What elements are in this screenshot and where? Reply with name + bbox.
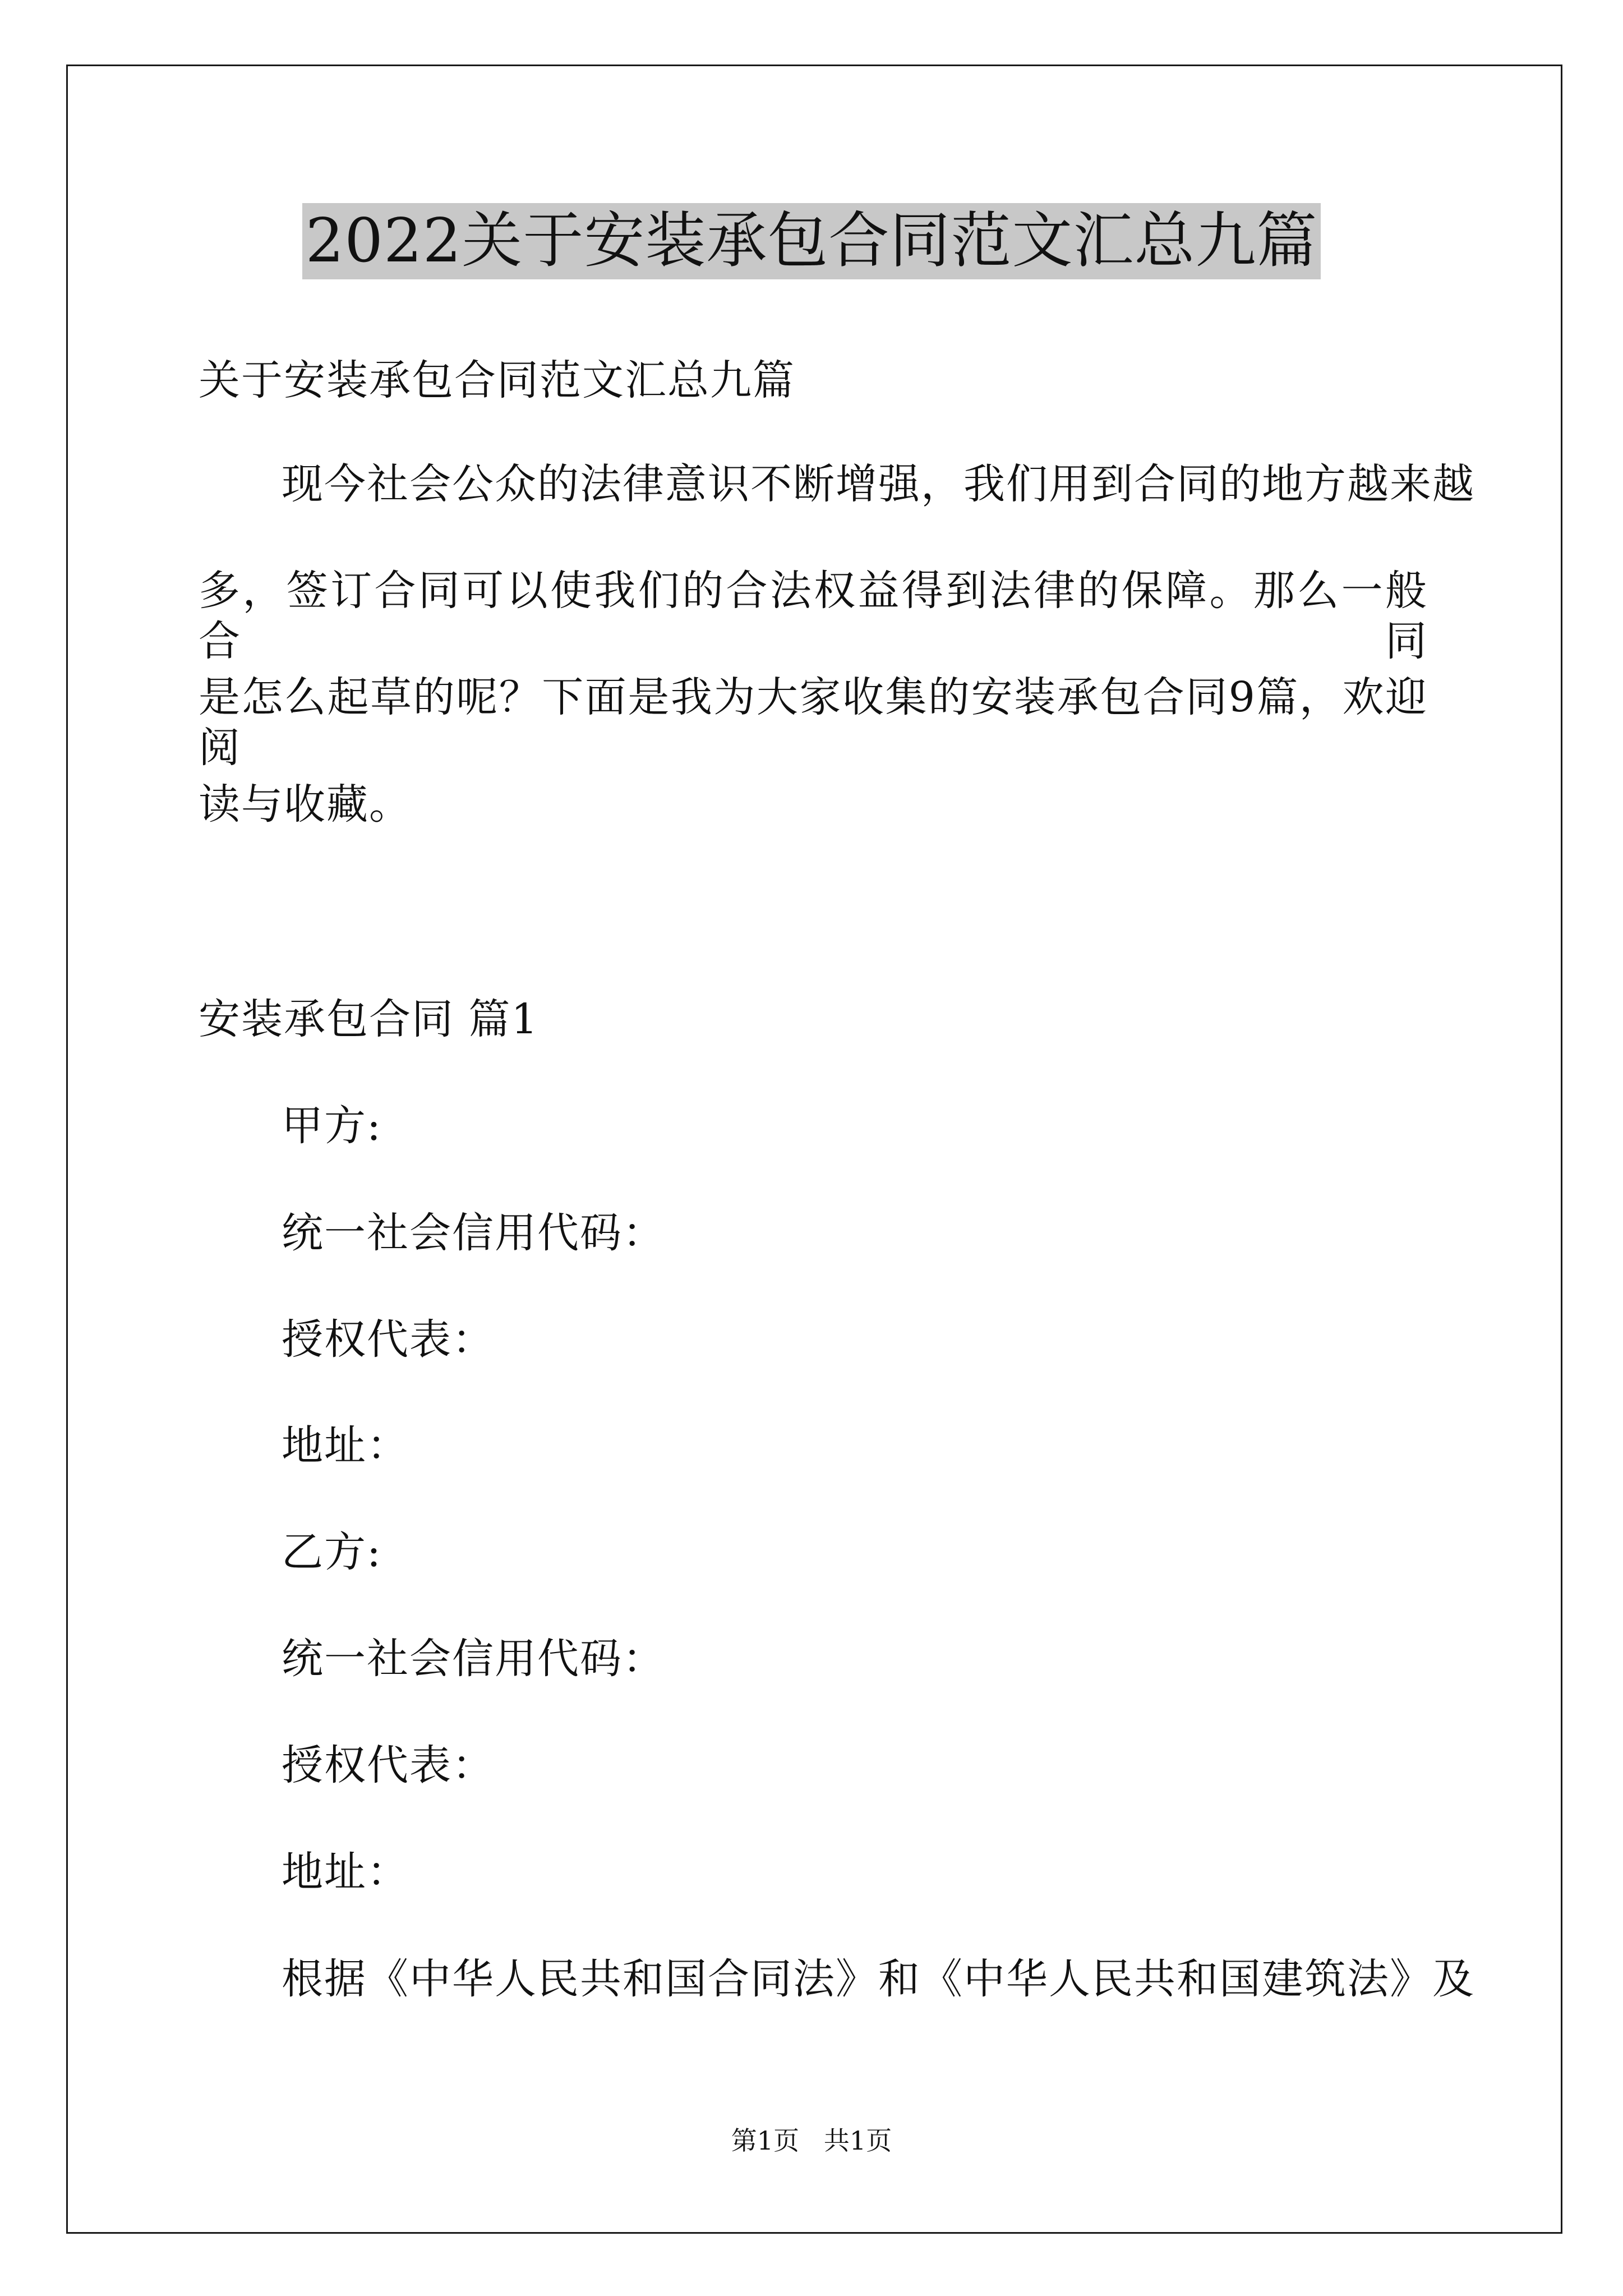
party-a-credit-code: 统一社会信用代码：	[282, 1209, 665, 1257]
party-b-representative: 授权代表：	[282, 1741, 495, 1789]
intro-line-1: 现今社会公众的法律意识不断增强，我们用到合同的地方越来越	[282, 460, 1475, 508]
intro-line-3: 是怎么起草的呢？下面是我为大家收集的安装承包合同9篇，欢迎阅	[199, 673, 1428, 772]
page-footer: 第1页 共1页	[731, 2125, 892, 2156]
party-a-representative: 授权代表：	[282, 1315, 495, 1364]
basis-line: 根据《中华人民共和国合同法》和《中华人民共和国建筑法》及	[282, 1955, 1475, 2003]
party-a-label: 甲方:	[282, 1102, 382, 1150]
intro-line-4: 读与收藏。	[199, 780, 412, 829]
document-subtitle: 关于安装承包合同范文汇总九篇	[199, 356, 795, 404]
party-b-credit-code: 统一社会信用代码：	[282, 1635, 665, 1683]
document-title: 2022关于安装承包合同范文汇总九篇	[302, 203, 1321, 279]
intro-line-2: 多，签订合同可以使我们的合法权益得到法律的保障。那么一般合同	[199, 567, 1428, 665]
title-wrap	[0, 203, 1623, 279]
party-b-address: 地址：	[282, 1848, 409, 1896]
party-a-address: 地址：	[282, 1421, 409, 1470]
section-heading: 安装承包合同 篇1	[199, 995, 539, 1043]
party-b-label: 乙方:	[282, 1528, 382, 1576]
